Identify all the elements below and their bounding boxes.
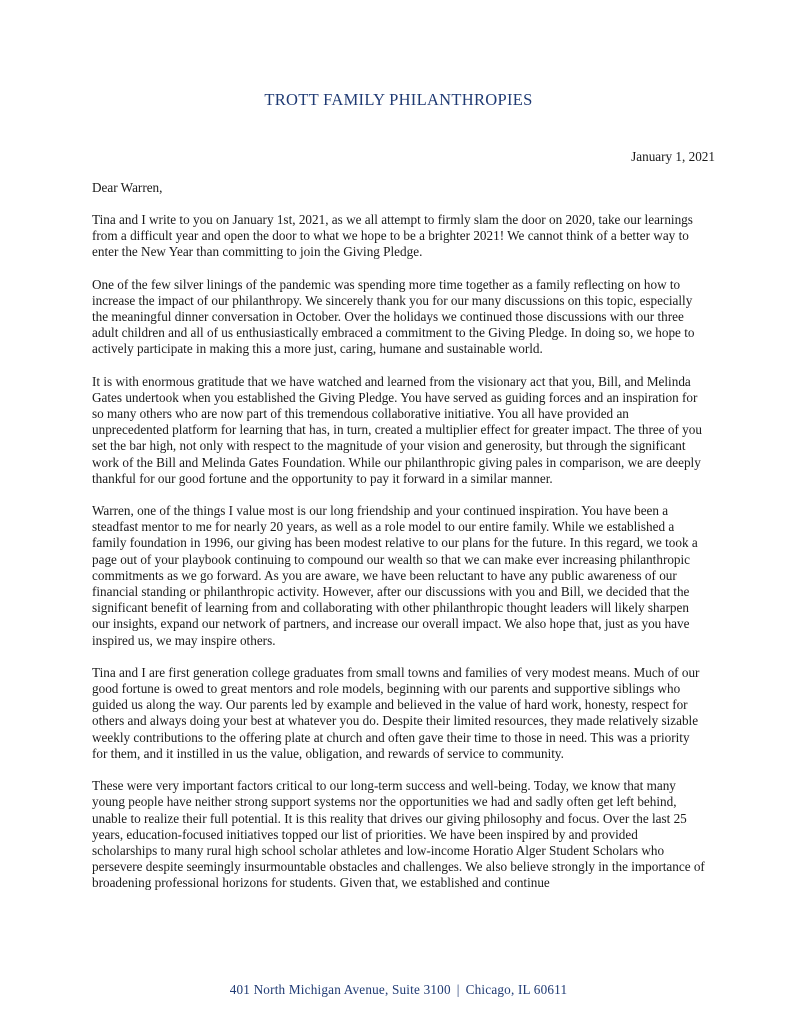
footer-address: 401 North Michigan Avenue, Suite 3100 — [229, 982, 451, 997]
paragraph: Warren, one of the things I value most is our long friendship and your continued inspiration. You have been a steadfast mentor to me for nearly 20 years, as well as a role model to our entire family. While we established a family foundation in 1996, our giving has been modest relative to our plans for the future. In this regard, we took a page out of your playbook continuing to compound our wealth so that we can make ever increasing philanthropic commitments as we go forward. As you are aware, we have been reluctant to have any public awareness of our financial standing or philanthropic activity. However, after our discussions with you and Bill, we decided that the significant benefit of learning from and collaborating with other philanthropic thought leaders will likely sharpen our insights, expand our network of partners, and increase our overall impact. We also hope that, just as you have inspired us, we may inspire others. — [92, 503, 698, 648]
letter-date: January 1, 2021 — [631, 149, 715, 164]
letter-body — [92, 212, 705, 908]
paragraph: One of the few silver linings of the pandemic was spending more time together as a family reflecting on how to increase the impact of our philanthropy. We sincerely thank you for our many discussions on this topic, especially the meaningful dinner conversation in October. Over the holidays we continued those discussions with our three adult children and all of us enthusiastically embraced a commitment to the Giving Pledge. In doing so, we hope to actively participate in making this a more just, caring, humane and sustainable world. — [92, 276, 695, 357]
paragraph: It is with enormous gratitude that we have watched and learned from the visionary act that you, Bill, and Melinda Gates undertook when you established the Giving Pledge. You have served as guiding forces and an inspiration for so many others who are now part of this tremendous collaborative initiative. You all have provided an unprecedented platform for learning that has, in turn, created a multiplier effect for greater impact. The three of you set the bar high, not only with respect to the magnitude of your vision and generosity, but through the significant work of the Bill and Melinda Gates Foundation. While our philanthropic giving pales in comparison, we are deeply thankful for our good fortune and the opportunity to pay it forward in a similar manner. — [92, 373, 702, 486]
letter-salutation: Dear Warren, — [92, 180, 163, 195]
paragraph: These were very important factors critical to our long-term success and well-being. Today, we know that many young people have neither strong support systems nor the opportunities we had and sadly often get left behind, unable to realize their full potential. It is this reality that drives our giving philosophy and focus. Over the last 25 years, education-focused initiatives topped our list of priorities. We have been inspired by and provided scholarships to many rural high school scholar athletes and low-income Horatio Alger Student Scholars who persevere despite seemingly insurmountable obstacles and challenges. We also believe strongly in the importance of broadening professional horizons for students. Given that, we established and continue — [92, 778, 705, 891]
footer-separator: | — [456, 982, 460, 997]
footer-city: Chicago, IL 60611 — [465, 982, 568, 997]
letterhead-footer — [0, 982, 797, 998]
paragraph: Tina and I are first generation college graduates from small towns and families of very modest means. Much of our good fortune is owed to great mentors and role models, beginning with our parents and supportive siblings who guided us along the way. Our parents led by example and believed in the value of hard work, honesty, respect for others and always doing your best at whatever you do. Despite their limited resources, they made relatively sizable weekly contributions to the offering plate at church and often gave their time to those in need. This was a priority for them, and it instilled in us the value, obligation, and rewards of service to community. — [92, 664, 700, 761]
paragraph: Tina and I write to you on January 1st, 2021, as we all attempt to firmly slam the door on 2020, take our learnings from a difficult year and open the door to what we hope to be a brighter 2021! We cannot think of a better way to enter the New Year than committing to join the Giving Pledge. — [92, 212, 693, 260]
letterhead-title: TROTT FAMILY PHILANTHROPIES — [264, 90, 533, 109]
